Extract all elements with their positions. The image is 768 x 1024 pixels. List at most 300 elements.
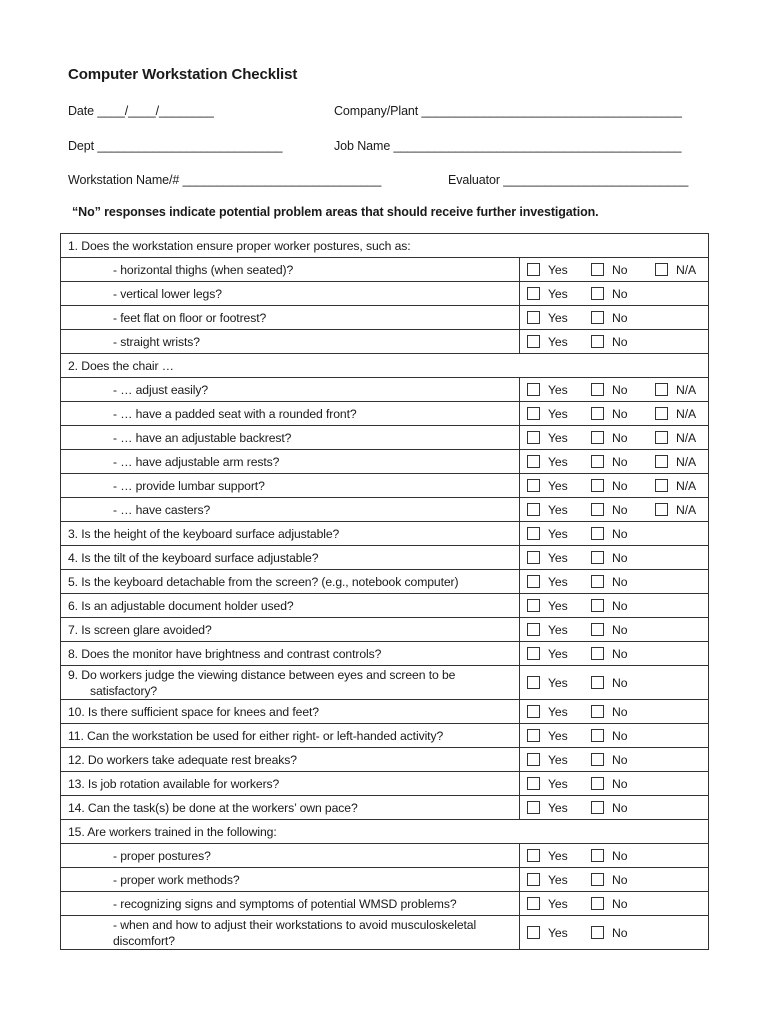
question-text xyxy=(61,594,520,618)
checkbox-no[interactable] xyxy=(591,926,604,939)
option-label-yes: Yes xyxy=(548,454,568,469)
option-no[interactable] xyxy=(591,431,627,445)
question-text xyxy=(61,258,520,282)
option-label-no: No xyxy=(612,646,628,661)
question-label: 9. Do workers judge the viewing distance between eyes and screen to be xyxy=(68,667,456,682)
option-label-yes: Yes xyxy=(548,262,568,277)
checkbox-no[interactable] xyxy=(591,287,604,300)
option-label-no: No xyxy=(612,896,628,911)
question-label: 7. Is screen glare avoided? xyxy=(68,622,212,637)
option-label-no: No xyxy=(612,454,628,469)
checklist-row xyxy=(61,354,709,378)
evaluator-field[interactable]: Evaluator ___________________________ xyxy=(448,173,689,187)
checklist-row xyxy=(61,820,709,844)
question-label: 10. Is there sufficient space for knees and feet? xyxy=(68,704,319,719)
checklist-row xyxy=(61,546,709,570)
checkbox-no[interactable] xyxy=(591,383,604,396)
checkbox-no[interactable] xyxy=(591,849,604,862)
option-yes[interactable] xyxy=(527,623,568,637)
checkbox-yes[interactable] xyxy=(527,676,540,689)
option-yes[interactable] xyxy=(527,801,568,815)
option-no[interactable] xyxy=(591,753,627,767)
question-label: 13. Is job rotation available for workers? xyxy=(68,776,280,791)
checkbox-yes[interactable] xyxy=(527,729,540,742)
question-text xyxy=(61,868,520,892)
option-label-yes: Yes xyxy=(548,598,568,613)
question-text xyxy=(61,402,520,426)
question-label: 1. Does the workstation ensure proper worker postures, such as: xyxy=(68,238,411,253)
option-no[interactable] xyxy=(591,647,627,661)
option-label-yes: Yes xyxy=(548,896,568,911)
question-label: 15. Are workers trained in the following: xyxy=(68,824,277,839)
answer-options xyxy=(520,892,709,916)
option-label-yes: Yes xyxy=(548,382,568,397)
option-label-yes: Yes xyxy=(548,622,568,637)
option-yes[interactable] xyxy=(527,849,568,863)
option-label-no: No xyxy=(612,872,628,887)
checkbox-no[interactable] xyxy=(591,431,604,444)
checkbox-yes[interactable] xyxy=(527,479,540,492)
option-label-no: No xyxy=(612,925,628,940)
checkbox-na[interactable] xyxy=(655,455,668,468)
checkbox-na[interactable] xyxy=(655,431,668,444)
option-yes[interactable] xyxy=(527,551,568,565)
option-no[interactable] xyxy=(591,801,627,815)
answer-options xyxy=(520,570,709,594)
section-heading xyxy=(61,820,709,844)
option-label-na: N/A xyxy=(676,406,697,421)
option-label-yes: Yes xyxy=(548,848,568,863)
checklist-row xyxy=(61,426,709,450)
option-yes[interactable] xyxy=(527,335,568,349)
checkbox-na[interactable] xyxy=(655,383,668,396)
checkbox-no[interactable] xyxy=(591,873,604,886)
checklist-row xyxy=(61,498,709,522)
answer-options xyxy=(520,546,709,570)
checkbox-yes[interactable] xyxy=(527,873,540,886)
question-label: 5. Is the keyboard detachable from the screen? (e.g., notebook computer) xyxy=(68,574,459,589)
answer-options xyxy=(520,594,709,618)
checklist-row xyxy=(61,258,709,282)
checkbox-na[interactable] xyxy=(655,263,668,276)
dept-field[interactable]: Dept ___________________________ xyxy=(68,139,283,153)
question-text xyxy=(61,522,520,546)
option-no[interactable] xyxy=(591,676,627,690)
option-label-no: No xyxy=(612,728,628,743)
option-label-no: No xyxy=(612,262,628,277)
question-label: - … adjust easily? xyxy=(113,382,209,397)
option-label-yes: Yes xyxy=(548,675,568,690)
option-no[interactable] xyxy=(591,897,627,911)
option-no[interactable] xyxy=(591,503,627,517)
answer-options xyxy=(520,666,709,700)
checklist-row xyxy=(61,748,709,772)
question-label: - … have casters? xyxy=(113,502,211,517)
workstation-name-field[interactable]: Workstation Name/# _____________________________ xyxy=(68,173,382,187)
question-label: - … provide lumbar support? xyxy=(113,478,265,493)
option-label-no: No xyxy=(612,310,628,325)
option-na[interactable] xyxy=(655,479,696,493)
question-text xyxy=(61,618,520,642)
option-label-na: N/A xyxy=(676,502,697,517)
option-no[interactable] xyxy=(591,777,627,791)
option-label-no: No xyxy=(612,848,628,863)
option-na[interactable] xyxy=(655,383,696,397)
checkbox-no[interactable] xyxy=(591,527,604,540)
question-label: 8. Does the monitor have brightness and contrast controls? xyxy=(68,646,382,661)
option-label-yes: Yes xyxy=(548,872,568,887)
checkbox-na[interactable] xyxy=(655,503,668,516)
option-no[interactable] xyxy=(591,849,627,863)
option-label-no: No xyxy=(612,430,628,445)
checkbox-no[interactable] xyxy=(591,705,604,718)
answer-options xyxy=(520,916,709,950)
checklist-row xyxy=(61,666,709,700)
question-label: - proper postures? xyxy=(113,848,211,863)
checklist-row xyxy=(61,796,709,820)
option-yes[interactable] xyxy=(527,527,568,541)
option-label-yes: Yes xyxy=(548,430,568,445)
option-yes[interactable] xyxy=(527,263,568,277)
option-label-no: No xyxy=(612,574,628,589)
checkbox-yes[interactable] xyxy=(527,801,540,814)
option-na[interactable] xyxy=(655,431,696,445)
checkbox-no[interactable] xyxy=(591,263,604,276)
answer-options xyxy=(520,498,709,522)
option-label-no: No xyxy=(612,478,628,493)
date-field[interactable]: Date ____/____/________ xyxy=(68,104,214,118)
checklist-row xyxy=(61,916,709,950)
company-plant-field[interactable]: Company/Plant ______________________________________ xyxy=(334,104,682,118)
option-label-no: No xyxy=(612,752,628,767)
question-label: - vertical lower legs? xyxy=(113,286,222,301)
question-text xyxy=(61,426,520,450)
checklist-row xyxy=(61,892,709,916)
option-label-no: No xyxy=(612,382,628,397)
checkbox-yes[interactable] xyxy=(527,503,540,516)
checkbox-yes[interactable] xyxy=(527,383,540,396)
question-text xyxy=(61,748,520,772)
option-no[interactable] xyxy=(591,407,627,421)
checklist-row xyxy=(61,522,709,546)
answer-options xyxy=(520,618,709,642)
option-label-no: No xyxy=(612,598,628,613)
option-no[interactable] xyxy=(591,527,627,541)
checklist-row xyxy=(61,642,709,666)
option-label-yes: Yes xyxy=(548,752,568,767)
question-label: 3. Is the height of the keyboard surface adjustable? xyxy=(68,526,340,541)
option-yes[interactable] xyxy=(527,897,568,911)
checkbox-yes[interactable] xyxy=(527,705,540,718)
checklist-row xyxy=(61,378,709,402)
option-no[interactable] xyxy=(591,575,627,589)
checklist-table xyxy=(60,233,709,950)
option-label-no: No xyxy=(612,286,628,301)
answer-options xyxy=(520,258,709,282)
checklist-row xyxy=(61,474,709,498)
answer-options xyxy=(520,700,709,724)
question-text xyxy=(61,700,520,724)
option-no[interactable] xyxy=(591,383,627,397)
option-label-no: No xyxy=(612,800,628,815)
question-label-continued: discomfort? xyxy=(113,933,175,948)
question-label: - feet flat on floor or footrest? xyxy=(113,310,267,325)
option-na[interactable] xyxy=(655,407,696,421)
question-label: 6. Is an adjustable document holder used? xyxy=(68,598,294,613)
checklist-row xyxy=(61,282,709,306)
option-no[interactable] xyxy=(591,287,627,301)
job-name-field[interactable]: Job Name __________________________________________ xyxy=(334,139,682,153)
checkbox-no[interactable] xyxy=(591,503,604,516)
question-text xyxy=(61,666,520,700)
option-label-yes: Yes xyxy=(548,646,568,661)
checkbox-no[interactable] xyxy=(591,335,604,348)
question-label: - … have adjustable arm rests? xyxy=(113,454,280,469)
option-label-no: No xyxy=(612,406,628,421)
option-no[interactable] xyxy=(591,926,627,940)
checkbox-yes[interactable] xyxy=(527,263,540,276)
option-yes[interactable] xyxy=(527,599,568,613)
checkbox-na[interactable] xyxy=(655,407,668,420)
question-text xyxy=(61,450,520,474)
option-yes[interactable] xyxy=(527,926,568,940)
answer-options xyxy=(520,378,709,402)
answer-options xyxy=(520,306,709,330)
question-label-continued: satisfactory? xyxy=(90,683,158,698)
option-label-yes: Yes xyxy=(548,478,568,493)
option-label-yes: Yes xyxy=(548,502,568,517)
question-label: 4. Is the tilt of the keyboard surface adjustable? xyxy=(68,550,319,565)
checkbox-yes[interactable] xyxy=(527,849,540,862)
checklist-row xyxy=(61,594,709,618)
checkbox-no[interactable] xyxy=(591,676,604,689)
answer-options xyxy=(520,402,709,426)
answer-options xyxy=(520,330,709,354)
checkbox-yes[interactable] xyxy=(527,575,540,588)
option-no[interactable] xyxy=(591,623,627,637)
answer-options xyxy=(520,868,709,892)
option-label-no: No xyxy=(612,550,628,565)
option-label-yes: Yes xyxy=(548,286,568,301)
answer-options xyxy=(520,282,709,306)
option-yes[interactable] xyxy=(527,676,568,690)
checkbox-yes[interactable] xyxy=(527,647,540,660)
question-label: - recognizing signs and symptoms of potential WMSD problems? xyxy=(113,896,457,911)
option-no[interactable] xyxy=(591,705,627,719)
question-text xyxy=(61,772,520,796)
option-label-no: No xyxy=(612,675,628,690)
option-na[interactable] xyxy=(655,263,696,277)
checkbox-no[interactable] xyxy=(591,407,604,420)
question-text xyxy=(61,642,520,666)
checklist-row xyxy=(61,844,709,868)
checkbox-no[interactable] xyxy=(591,311,604,324)
checklist-row xyxy=(61,618,709,642)
question-text xyxy=(61,378,520,402)
question-text xyxy=(61,474,520,498)
checkbox-yes[interactable] xyxy=(527,335,540,348)
option-no[interactable] xyxy=(591,263,627,277)
option-yes[interactable] xyxy=(527,503,568,517)
instruction-note: “No” responses indicate potential problem areas that should receive further investigation. xyxy=(72,205,599,219)
answer-options xyxy=(520,724,709,748)
question-label: - … have a padded seat with a rounded front? xyxy=(113,406,357,421)
option-yes[interactable] xyxy=(527,287,568,301)
checkbox-yes[interactable] xyxy=(527,287,540,300)
option-yes[interactable] xyxy=(527,647,568,661)
answer-options xyxy=(520,844,709,868)
option-na[interactable] xyxy=(655,455,696,469)
option-yes[interactable] xyxy=(527,431,568,445)
question-label: - straight wrists? xyxy=(113,334,200,349)
checkbox-no[interactable] xyxy=(591,647,604,660)
section-heading xyxy=(61,234,709,258)
checkbox-yes[interactable] xyxy=(527,753,540,766)
checklist-row xyxy=(61,772,709,796)
option-yes[interactable] xyxy=(527,753,568,767)
option-no[interactable] xyxy=(591,551,627,565)
option-no[interactable] xyxy=(591,311,627,325)
checkbox-no[interactable] xyxy=(591,455,604,468)
checkbox-no[interactable] xyxy=(591,897,604,910)
answer-options xyxy=(520,772,709,796)
question-text xyxy=(61,844,520,868)
question-label: - horizontal thighs (when seated)? xyxy=(113,262,294,277)
question-text xyxy=(61,282,520,306)
checkbox-yes[interactable] xyxy=(527,623,540,636)
option-no[interactable] xyxy=(591,729,627,743)
checklist-row xyxy=(61,700,709,724)
question-label: 2. Does the chair … xyxy=(68,358,174,373)
question-text xyxy=(61,570,520,594)
question-label: - when and how to adjust their workstations to avoid musculoskeletal xyxy=(113,917,477,932)
checkbox-yes[interactable] xyxy=(527,551,540,564)
option-label-no: No xyxy=(612,776,628,791)
checkbox-no[interactable] xyxy=(591,551,604,564)
option-na[interactable] xyxy=(655,503,696,517)
option-label-na: N/A xyxy=(676,382,697,397)
option-label-yes: Yes xyxy=(548,334,568,349)
checkbox-yes[interactable] xyxy=(527,599,540,612)
option-yes[interactable] xyxy=(527,455,568,469)
question-label: 11. Can the workstation be used for either right- or left-handed activity? xyxy=(68,728,444,743)
checkbox-yes[interactable] xyxy=(527,777,540,790)
checkbox-yes[interactable] xyxy=(527,455,540,468)
checkbox-yes[interactable] xyxy=(527,926,540,939)
option-yes[interactable] xyxy=(527,407,568,421)
checkbox-yes[interactable] xyxy=(527,527,540,540)
option-yes[interactable] xyxy=(527,311,568,325)
checkbox-na[interactable] xyxy=(655,479,668,492)
checkbox-no[interactable] xyxy=(591,575,604,588)
option-label-yes: Yes xyxy=(548,526,568,541)
question-label: - … have an adjustable backrest? xyxy=(113,430,292,445)
checklist-row xyxy=(61,868,709,892)
checkbox-yes[interactable] xyxy=(527,431,540,444)
question-text xyxy=(61,796,520,820)
option-no[interactable] xyxy=(591,479,627,493)
option-label-yes: Yes xyxy=(548,550,568,565)
option-yes[interactable] xyxy=(527,729,568,743)
checkbox-yes[interactable] xyxy=(527,897,540,910)
section-heading xyxy=(61,354,709,378)
checklist-row xyxy=(61,724,709,748)
checkbox-no[interactable] xyxy=(591,623,604,636)
checkbox-yes[interactable] xyxy=(527,407,540,420)
option-no[interactable] xyxy=(591,599,627,613)
answer-options xyxy=(520,642,709,666)
option-label-yes: Yes xyxy=(548,728,568,743)
question-text xyxy=(61,546,520,570)
option-yes[interactable] xyxy=(527,383,568,397)
option-label-yes: Yes xyxy=(548,310,568,325)
option-yes[interactable] xyxy=(527,705,568,719)
checkbox-no[interactable] xyxy=(591,479,604,492)
page-title: Computer Workstation Checklist xyxy=(68,66,298,83)
checklist-row xyxy=(61,570,709,594)
option-no[interactable] xyxy=(591,873,627,887)
option-yes[interactable] xyxy=(527,873,568,887)
option-label-yes: Yes xyxy=(548,704,568,719)
option-label-no: No xyxy=(612,502,628,517)
question-label: 14. Can the task(s) be done at the workers’ own pace? xyxy=(68,800,358,815)
question-text xyxy=(61,498,520,522)
option-label-na: N/A xyxy=(676,430,697,445)
answer-options xyxy=(520,748,709,772)
answer-options xyxy=(520,522,709,546)
question-text xyxy=(61,306,520,330)
option-yes[interactable] xyxy=(527,777,568,791)
option-label-yes: Yes xyxy=(548,925,568,940)
option-label-na: N/A xyxy=(676,454,697,469)
checkbox-no[interactable] xyxy=(591,599,604,612)
checkbox-no[interactable] xyxy=(591,777,604,790)
option-label-na: N/A xyxy=(676,478,697,493)
question-label: 12. Do workers take adequate rest breaks? xyxy=(68,752,297,767)
option-no[interactable] xyxy=(591,335,627,349)
option-label-no: No xyxy=(612,622,628,637)
option-no[interactable] xyxy=(591,455,627,469)
option-yes[interactable] xyxy=(527,479,568,493)
checkbox-no[interactable] xyxy=(591,729,604,742)
option-yes[interactable] xyxy=(527,575,568,589)
checkbox-no[interactable] xyxy=(591,753,604,766)
answer-options xyxy=(520,796,709,820)
question-text xyxy=(61,724,520,748)
answer-options xyxy=(520,474,709,498)
question-text xyxy=(61,892,520,916)
question-text xyxy=(61,330,520,354)
question-label: - proper work methods? xyxy=(113,872,240,887)
question-text xyxy=(61,916,520,950)
checkbox-yes[interactable] xyxy=(527,311,540,324)
option-label-no: No xyxy=(612,704,628,719)
checklist-row xyxy=(61,402,709,426)
answer-options xyxy=(520,426,709,450)
answer-options xyxy=(520,450,709,474)
option-label-yes: Yes xyxy=(548,406,568,421)
checklist-row xyxy=(61,234,709,258)
option-label-no: No xyxy=(612,334,628,349)
option-label-no: No xyxy=(612,526,628,541)
option-label-yes: Yes xyxy=(548,574,568,589)
option-label-yes: Yes xyxy=(548,800,568,815)
option-label-na: N/A xyxy=(676,262,697,277)
option-label-yes: Yes xyxy=(548,776,568,791)
checklist-row xyxy=(61,306,709,330)
checklist-row xyxy=(61,330,709,354)
checkbox-no[interactable] xyxy=(591,801,604,814)
